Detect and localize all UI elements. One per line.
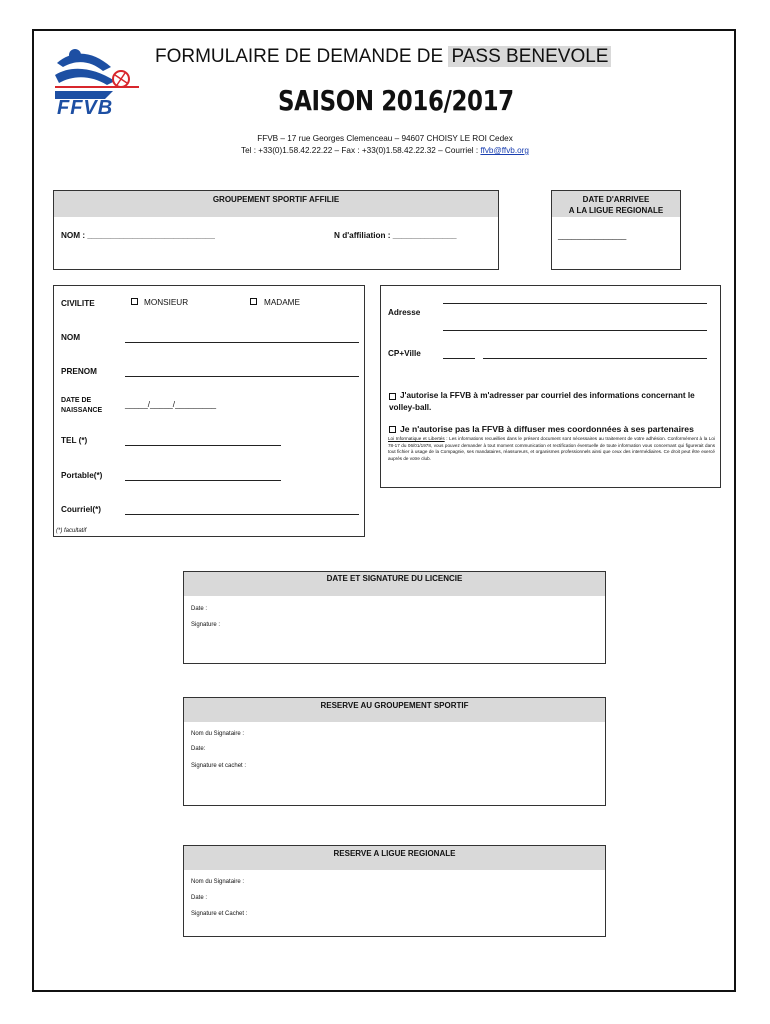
courriel-label: Courriel(*) <box>61 505 102 514</box>
groupement-signataire-label: Nom du Signataire : <box>191 731 245 737</box>
consent-courriel-text: J'autorise la FFVB à m'adresser par courriel des informations concernant le volley-ball. <box>389 391 695 412</box>
courriel-input-line[interactable] <box>125 514 359 515</box>
prenom-label: PRENOM <box>61 367 97 376</box>
adresse-line-2[interactable] <box>443 330 707 331</box>
facultatif-note: (*) facultatif <box>56 528 87 534</box>
date-arrivee-header-line1: DATE D'ARRIVEE <box>582 195 650 204</box>
consent-partenaires-text: Je n'autorise pas la FFVB à diffuser mes coordonnées à ses partenaires <box>400 424 694 434</box>
nom-input-line[interactable] <box>125 342 359 343</box>
contact-box <box>380 285 721 488</box>
email-link[interactable]: ffvb@ffvb.org <box>480 146 529 155</box>
title-prefix: FORMULAIRE DE DEMANDE DE <box>155 46 449 67</box>
season-title: SAISON 2016/2017 <box>278 84 514 117</box>
affiliation-field[interactable]: N d'affiliation : ______________ <box>334 231 457 240</box>
logo-text: FFVB <box>57 97 114 119</box>
legal-title: Loi Informatique et Libertés <box>388 436 445 441</box>
adresse-label: Adresse <box>388 308 421 317</box>
tel-label: TEL (*) <box>61 436 88 445</box>
licencie-date-label: Date : <box>191 606 208 612</box>
address-line: FFVB – 17 rue Georges Clemenceau – 94607 CHOISY LE ROI Cedex <box>257 134 513 143</box>
civilite-label: CIVILITE <box>61 299 95 308</box>
licencie-header: DATE ET SIGNATURE DU LICENCIE <box>184 572 605 596</box>
monsieur-label: MONSIEUR <box>144 298 189 307</box>
reserve-ligue-header: RESERVE A LIGUE REGIONALE <box>184 846 605 870</box>
groupement-date-label: Date: <box>191 746 206 752</box>
groupement-cachet-label: Signature et cachet : <box>191 763 247 769</box>
naissance-field[interactable]: _____/_____/_________ <box>125 400 217 409</box>
naissance-label <box>61 396 102 416</box>
phone-fax: Tel : +33(0)1.58.42.22.22 – Fax : +33(0)1.58.42.22.32 – Courriel : <box>241 146 481 155</box>
ligue-date-label: Date : <box>191 895 208 901</box>
portable-label: Portable(*) <box>61 471 103 480</box>
date-arrivee-field[interactable]: _______________ <box>558 231 627 240</box>
form-title <box>155 46 611 68</box>
legal-notice <box>388 436 715 462</box>
contact-line <box>0 146 770 155</box>
tel-input-line[interactable] <box>125 445 281 446</box>
reserve-groupement-box <box>183 697 606 806</box>
ville-input-line[interactable] <box>483 358 707 359</box>
reserve-ligue-box <box>183 845 606 937</box>
date-arrivee-header <box>552 191 680 217</box>
madame-label: MADAME <box>264 298 300 307</box>
nom-label: NOM <box>61 333 81 342</box>
cp-ville-label: CP+Ville <box>388 349 421 358</box>
licencie-signature-box <box>183 571 606 664</box>
portable-input-line[interactable] <box>125 480 281 481</box>
groupement-box <box>53 190 499 270</box>
date-arrivee-header-line2: A LA LIGUE REGIONALE <box>568 206 664 215</box>
consent-partenaires-checkbox[interactable] <box>389 426 396 433</box>
naissance-label-line1: DATE DE <box>61 397 92 404</box>
identity-box <box>53 285 365 537</box>
madame-checkbox[interactable] <box>250 298 257 305</box>
licencie-signature-label: Signature : <box>191 622 221 628</box>
monsieur-checkbox[interactable] <box>131 298 138 305</box>
prenom-input-line[interactable] <box>125 376 359 377</box>
ligue-cachet-label: Signature et Cachet : <box>191 911 248 917</box>
date-arrivee-box <box>551 190 681 270</box>
cp-input-line[interactable] <box>443 358 475 359</box>
legal-text: : Les informations recueillies dans le présent document sont nécessaires au traitement de votre adhésion. Conformément à la Loi 78-17 du 06/01/1978, vous pouvez demander à tout moment communication et rectification éventuelle de toute information vous concernant qui figurerait dans tout fichier à usage de la Compagnie, ses mandataires, réassureurs, et organismes professionnels ainsi que ceux des intermédiaires. Ce droit peut être exercé auprès de votre club. <box>388 436 716 461</box>
groupement-nom-field[interactable]: NOM : ____________________________ <box>61 231 215 240</box>
adresse-line-1[interactable] <box>443 303 707 304</box>
naissance-label-line2: NAISSANCE <box>61 407 103 414</box>
title-highlight: PASS BENEVOLE <box>448 46 611 67</box>
ligue-signataire-label: Nom du Signataire : <box>191 879 245 885</box>
ffvb-logo <box>53 45 141 121</box>
groupement-header: GROUPEMENT SPORTIF AFFILIE <box>54 191 498 217</box>
reserve-groupement-header: RESERVE AU GROUPEMENT SPORTIF <box>184 698 605 722</box>
